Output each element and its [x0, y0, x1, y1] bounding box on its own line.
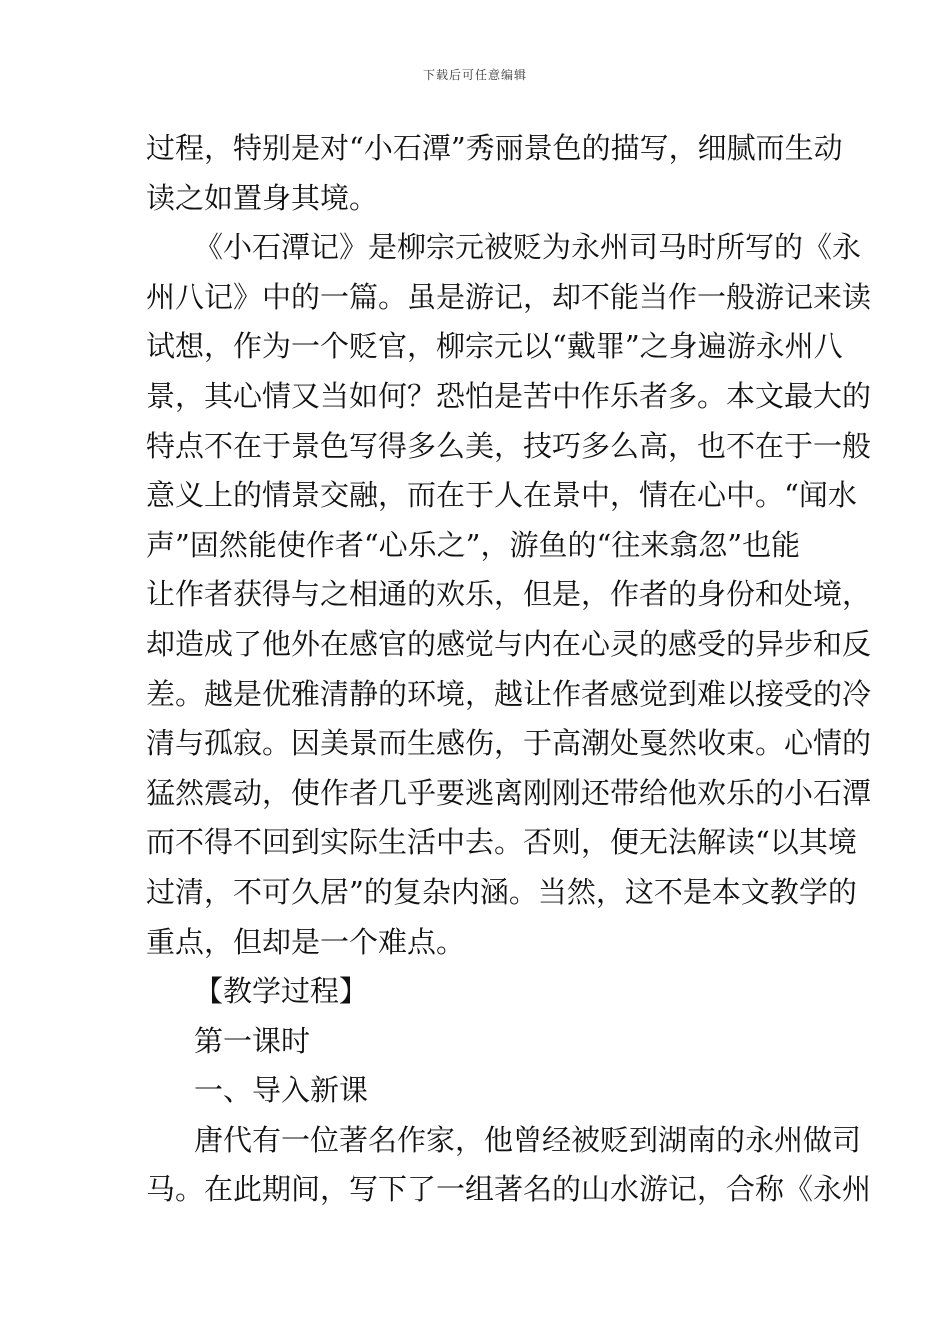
text-line: 特点不在于景色写得多么美，技巧多么高，也不在于一般: [146, 428, 872, 463]
text-line: 差。越是优雅清静的环境，越让作者感觉到难以接受的冷: [146, 676, 872, 711]
text-line: 试想，作为一个贬官，柳宗元以“戴罪”之身遍游永州八: [146, 329, 843, 364]
text-line: 州八记》中的一篇。虽是游记，却不能当作一般游记来读: [146, 279, 872, 314]
document-body: [146, 124, 872, 1215]
text-line: 重点，但却是一个难点。: [146, 924, 466, 959]
text-line: 而不得不回到实际生活中去。否则，便无法解读“以其境: [146, 825, 857, 860]
section-heading: 【教学过程】: [194, 974, 369, 1009]
text-line: 过清，不可久居”的复杂内涵。当然，这不是本文教学的: [146, 874, 857, 909]
text-line: 让作者获得与之相通的欢乐，但是，作者的身份和处境，: [146, 577, 872, 612]
lesson-label: 第一课时: [194, 1023, 311, 1058]
text-line: 意义上的情景交融，而在于人在景中，情在心中。“闻水: [146, 478, 857, 513]
text-line: 唐代有一位著名作家，他曾经被贬到湖南的永州做司: [194, 1122, 862, 1157]
page-header-note: 下载后可任意编辑: [422, 68, 527, 82]
text-line: 猛然震动，使作者几乎要逃离刚刚还带给他欢乐的小石潭: [146, 775, 872, 810]
text-line: 声”固然能使作者“心乐之”，游鱼的“往来翕忽”也能: [146, 527, 801, 562]
text-line: 清与孤寂。因美景而生感伤，于高潮处戛然收束。心情的: [146, 726, 872, 761]
text-line: 却造成了他外在感官的感觉与内在心灵的感受的异步和反: [146, 626, 872, 661]
text-line: 景，其心情又当如何？恐怕是苦中作乐者多。本文最大的: [146, 378, 872, 413]
text-line: 读之如置身其境。: [146, 180, 379, 215]
text-line: 《小石潭记》是柳宗元被贬为永州司马时所写的《永: [194, 230, 862, 265]
subsection-heading: 一、导入新课: [194, 1073, 369, 1108]
text-line: 马。在此期间，写下了一组著名的山水游记，合称《永州: [146, 1172, 872, 1207]
text-line: 过程，特别是对“小石潭”秀丽景色的描写，细腻而生动: [146, 131, 843, 165]
